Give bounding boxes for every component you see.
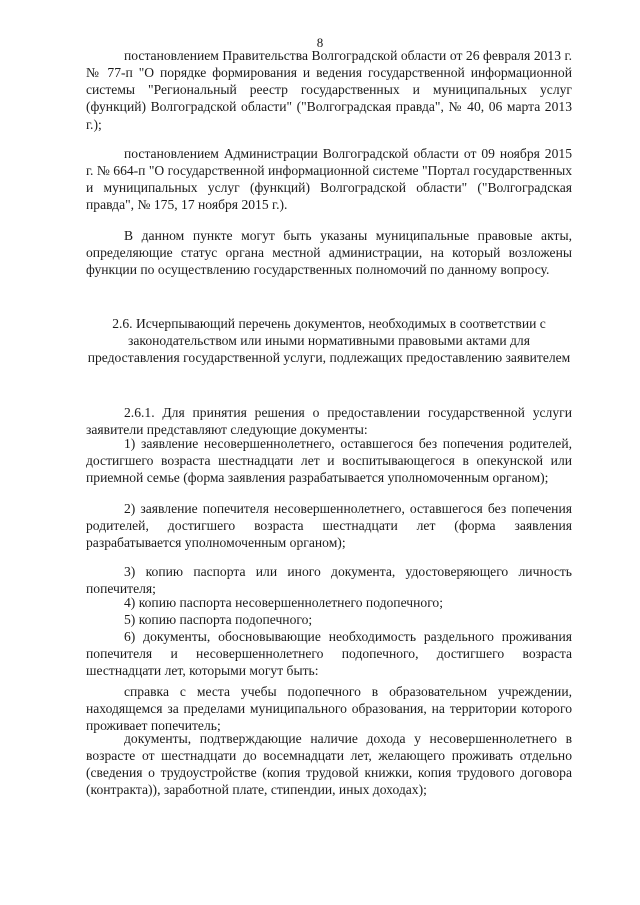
section-heading-2-6: 2.6. Исчерпывающий перечень документов, необходимых в соответствии с законодательством или иными нормативными правовыми актами для предоставления государственной услуги, подлежащих предоставлению заявителем xyxy=(87,315,571,366)
list-item-5: 5) копию паспорта подопечного; xyxy=(124,611,313,627)
list-item-6: 6) документы, обосновывающие необходимость раздельного проживания попечителя и несовершеннолетнего подопечного, достигшего возраста шестнадцати лет, которыми могут быть: xyxy=(86,628,572,679)
sub-item-income-documents: документы, подтверждающие наличие дохода у несовершеннолетнего в возрасте от шестнадцати до восемнадцати лет, желающего проживать отдельно (сведения о трудоустройстве (копия трудовой книжки, копия трудового договора (контракта)), заработной плате, стипендии, иных доходах); xyxy=(86,730,572,798)
list-item-4: 4) копию паспорта несовершеннолетнего подопечного; xyxy=(124,594,444,610)
paragraph-2-6-1: 2.6.1. Для принятия решения о предоставлении государственной услуги заявители представляют следующие документы: xyxy=(86,404,572,437)
list-item-1: 1) заявление несовершеннолетнего, оставшегося без попечения родителей, достигшего возраста шестнадцати лет и воспитывающегося в опекунской или приемной семье (форма заявления разрабатывается уполномоченным органом); xyxy=(86,435,572,486)
list-item-3: 3) копию паспорта или иного документа, удостоверяющего личность попечителя; xyxy=(86,563,572,596)
list-item-2: 2) заявление попечителя несовершеннолетнего, оставшегося без попечения родителей, достигшего возраста шестнадцати лет (форма заявления разрабатывается уполномоченным органом); xyxy=(86,500,572,551)
paragraph-resolution-77p: постановлением Правительства Волгоградской области от 26 февраля 2013 г. № 77-п "О порядке формирования и ведения государственной информационной системы "Региональный реестр государственных и муниципальных услуг (функций) Волгоградской области" ("Волгоградская правда", № 40, 06 марта 2013 г.); xyxy=(86,47,572,132)
paragraph-municipal-acts-note: В данном пункте могут быть указаны муниципальные правовые акты, определяющие статус органа местной администрации, на который возложены функции по осуществлению государственных полномочий по данному вопросу. xyxy=(86,227,572,278)
paragraph-resolution-664p: постановлением Администрации Волгоградской области от 09 ноября 2015 г. № 664-п "О государственной информационной системе "Портал государственных и муниципальных услуг (функций) Волгоградской области" ("Волгоградская правда", № 175, 17 ноября 2015 г.). xyxy=(86,145,572,213)
page-number: 8 xyxy=(316,35,324,50)
sub-item-study-certificate: справка с места учебы подопечного в образовательном учреждении, находящемся за пределами муниципального образования, на территории которого проживает попечитель; xyxy=(86,683,572,734)
